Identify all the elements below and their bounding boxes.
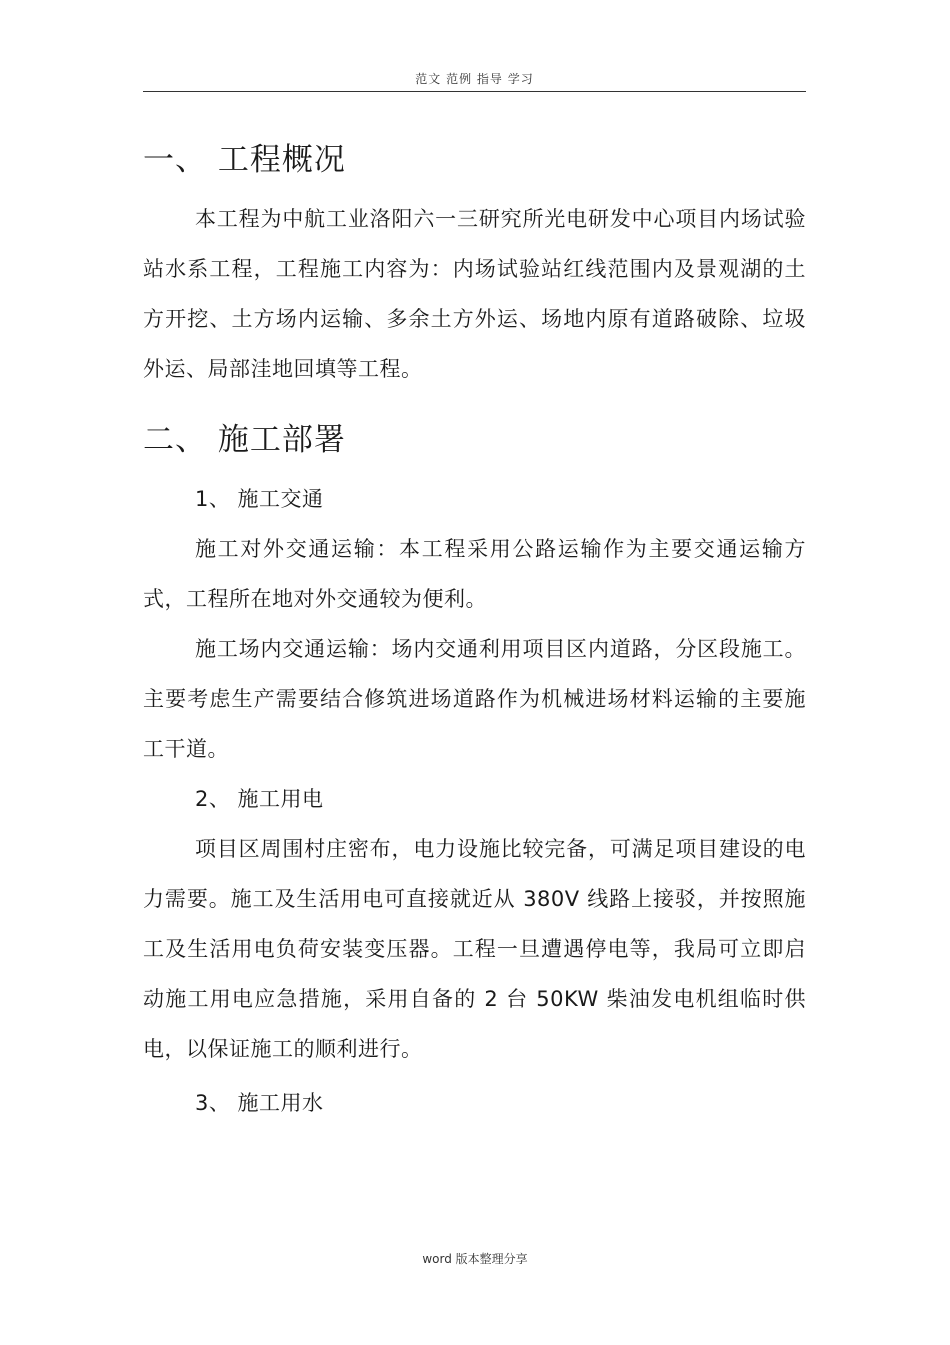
traffic-external-paragraph: 施工对外交通运输：本工程采用公路运输作为主要交通运输方式，工程所在地对外交通较为便利。	[143, 537, 806, 611]
page-footer: word 版本整理分享	[422, 1252, 528, 1266]
subsection-title-power: 2、 施工用电	[195, 787, 324, 811]
document-body	[143, 130, 806, 1128]
page-header: 范文 范例 指导 学习	[415, 72, 534, 86]
section-heading-overview: 一、 工程概况	[143, 142, 346, 178]
power-paragraph: 项目区周围村庄密布，电力设施比较完备，可满足项目建设的电力需要。施工及生活用电可直接就近从 380V 线路上接驳，并按照施工及生活用电负荷安装变压器。工程一旦遭遇停电等，我局可立即启动施工用电应急措施，采用自备的 2 台 50KW 柴油发电机组临时供电，以保证施工的顺利进行。	[143, 837, 806, 1061]
overview-paragraph: 本工程为中航工业洛阳六一三研究所光电研发中心项目内场试验站水系工程，工程施工内容为：内场试验站红线范围内及景观湖的土方开挖、土方场内运输、多余土方外运、场地内原有道路破除、垃圾外运、局部洼地回填等工程。	[143, 207, 806, 381]
traffic-internal-paragraph: 施工场内交通运输：场内交通利用项目区内道路，分区段施工。主要考虑生产需要结合修筑进场道路作为机械进场材料运输的主要施工干道。	[143, 637, 806, 761]
section-heading-deployment: 二、 施工部署	[143, 422, 346, 458]
subsection-title-traffic: 1、 施工交通	[195, 487, 324, 511]
subsection-title-water: 3、 施工用水	[195, 1091, 324, 1115]
header-divider	[143, 91, 806, 92]
